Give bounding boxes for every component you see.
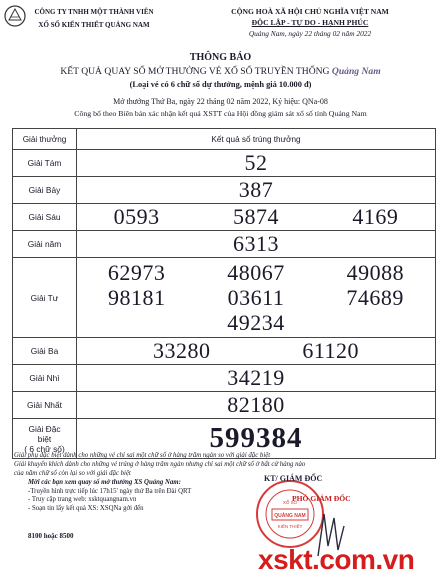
company-line: CÔNG TY TNHH MỘT THÀNH VIÊN — [34, 8, 154, 16]
prize-numbers — [77, 338, 436, 365]
view-info-item: - Soạn tin lấy kết quả XS: XSQNa gởi đến — [28, 504, 144, 512]
signer-title: PHÓ GIÁM ĐỐC — [292, 494, 351, 503]
prize-numbers — [77, 392, 436, 419]
header-right — [190, 6, 430, 39]
country-name: CỘNG HOÀ XÃ HỘI CHỦ NGHĨA VIỆT NAM — [231, 7, 389, 16]
winning-number: 0593 — [113, 204, 160, 229]
winning-number: 82180 — [227, 392, 285, 417]
header-left — [14, 6, 174, 32]
winning-number: 387 — [238, 177, 274, 202]
winning-number: 61120 — [302, 338, 360, 363]
prize-label: Giải Tư — [13, 258, 77, 338]
prize-label-line: biệt — [37, 433, 52, 444]
footer-note: Giải phụ đặc biệt dành cho những vé chỉ sai một chữ số ở hàng trăm ngàn so với giải đặc biệt — [14, 452, 271, 459]
winning-number: 48067 — [227, 260, 285, 285]
signer-role: KT/ GIÁM ĐỐC — [264, 474, 323, 483]
prize-label: Giải Nhất — [13, 392, 77, 419]
table-row — [13, 204, 436, 231]
table-header-row — [13, 129, 436, 150]
prize-numbers — [77, 231, 436, 258]
prize-numbers — [77, 258, 436, 338]
table-row — [13, 258, 436, 338]
prize-numbers — [77, 204, 436, 231]
winning-number: 49088 — [346, 260, 405, 285]
svg-text:QUẢNG NAM: QUẢNG NAM — [274, 513, 306, 519]
winning-number: 49234 — [227, 310, 285, 335]
winning-number: 33280 — [152, 338, 211, 363]
draw-info: Mở thưởng Thứ Ba, ngày 22 tháng 02 năm 2022, Ký hiệu: QNa-08 — [113, 97, 328, 106]
winning-number: 03611 — [227, 285, 285, 310]
view-info — [28, 479, 248, 513]
sms-numbers: 8100 hoặc 8500 — [28, 532, 74, 540]
table-row — [13, 231, 436, 258]
ticket-note: (Loại vé có 6 chữ số dự thưởng, mệnh giá 10.000 đ) — [129, 80, 312, 89]
table-row — [13, 392, 436, 419]
prize-label: Giải Sáu — [13, 204, 77, 231]
winning-number: 34219 — [227, 365, 285, 390]
document-title: THÔNG BÁO — [189, 52, 252, 63]
winning-number: 98181 — [108, 285, 166, 310]
prize-label-line: ( 6 chữ số) — [24, 443, 65, 454]
table-row — [13, 338, 436, 365]
prize-label: Giải Bảy — [13, 177, 77, 204]
table-row — [13, 150, 436, 177]
footer-note: Giải khuyến khích dành cho những vé trúng ở hàng trăm ngàn nhưng chỉ sai một chữ số ở bất cứ hàng nào — [14, 461, 306, 468]
col-result-header: Kết quả số trúng thưởng — [77, 129, 436, 150]
prize-label-line: Giải Đặc — [28, 423, 61, 434]
document-subtitle — [0, 66, 441, 77]
winning-number: 5874 — [232, 204, 279, 229]
winning-number: 4169 — [352, 204, 399, 229]
winning-number: 52 — [244, 150, 268, 175]
prize-numbers — [77, 365, 436, 392]
company-name: XỔ SỐ KIẾN THIẾT QUẢNG NAM — [38, 21, 150, 29]
prize-label: Giải Tám — [13, 150, 77, 177]
results-table — [12, 128, 436, 459]
subtitle-text: KẾT QUẢ QUAY SỐ MỞ THƯỞNG VÉ XỔ SỐ TRUYỀN THỐNG — [60, 66, 330, 77]
col-prize-header: Giải thưởng — [13, 129, 77, 150]
prize-label: Giải năm — [13, 231, 77, 258]
prize-label: Giải Nhì — [13, 365, 77, 392]
announcement: Công bố theo Biên bản xác nhận kết quả XSTT của Hội đồng giám sát xổ số tỉnh Quảng Nam — [74, 109, 367, 118]
subtitle-handwritten: Quảng Nam — [331, 66, 381, 77]
footer-note: của năm chữ số còn lại so với giải đặc biệt — [14, 470, 131, 477]
view-info-item: - Truy cập trang web: xsktquangnam.vn — [28, 496, 137, 504]
table-row — [13, 177, 436, 204]
footer-notes — [14, 451, 424, 478]
national-motto: ĐỘC LẬP - TỰ DO - HẠNH PHÚC — [251, 18, 369, 27]
prize-numbers — [77, 150, 436, 177]
site-watermark: xskt.com.vn — [258, 544, 415, 575]
prize-numbers — [77, 177, 436, 204]
winning-number: 6313 — [233, 231, 279, 256]
svg-text:XỔ SỐ: XỔ SỐ — [282, 500, 298, 505]
view-info-heading: Mời các bạn xem quay số mở thưởng XS Quảng Nam: — [28, 479, 181, 486]
table-row — [13, 365, 436, 392]
prize-label: Giải Ba — [13, 338, 77, 365]
view-info-item: -Truyền hình trực tiếp lúc 17h15' ngày thứ Ba trên Đài QRT — [28, 487, 192, 495]
special-winning-number: 599384 — [209, 422, 303, 454]
winning-number: 62973 — [107, 260, 166, 285]
svg-text:KIẾN THIẾT: KIẾN THIẾT — [277, 524, 303, 529]
winning-number: 74689 — [346, 285, 404, 310]
issue-date: Quảng Nam, ngày 22 tháng 02 năm 2022 — [248, 29, 372, 38]
